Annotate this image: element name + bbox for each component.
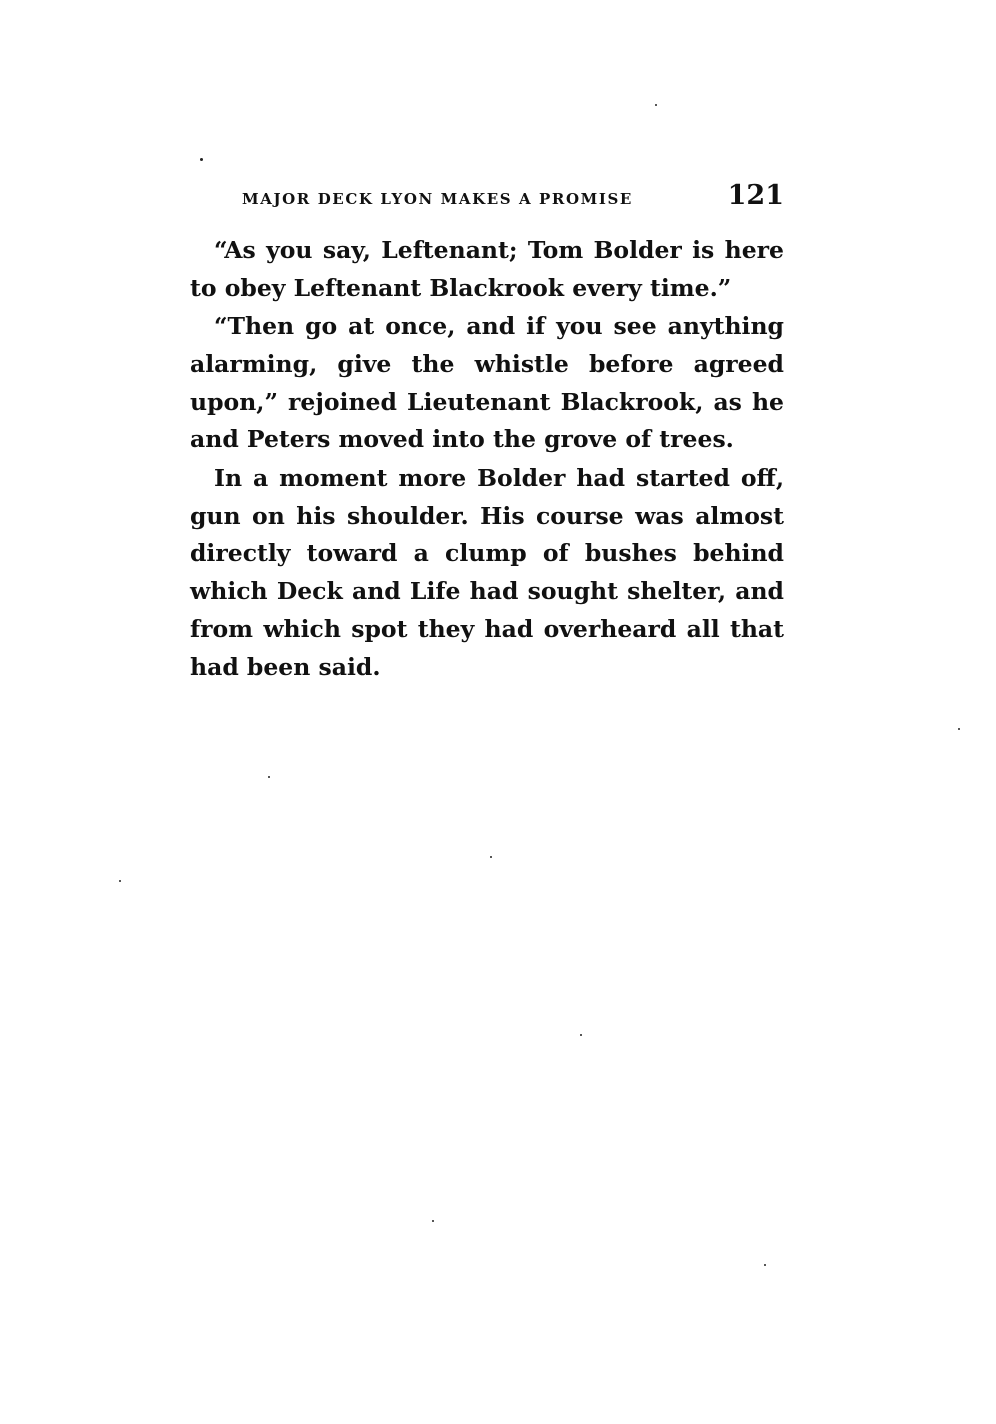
scan-speck (655, 104, 657, 106)
scan-speck (764, 1264, 766, 1266)
scan-speck (119, 880, 121, 882)
paragraph-3: In a moment more Bolder had started off, gun on his shoulder. His course was almost directly toward a clump of bushes behind which Deck and Life had sought shelter, and from which spot they had overheard all that had been said. (190, 463, 784, 681)
scan-speck (268, 776, 270, 778)
paragraph-1: “As you say, Leftenant; Tom Bolder is here to obey Leftenant Blackrook every time.” (190, 236, 784, 302)
scan-speck (490, 856, 492, 858)
scan-speck (200, 158, 203, 161)
scan-speck (580, 1034, 582, 1036)
running-head (242, 178, 784, 218)
page-number: 121 (727, 180, 784, 211)
body-text (190, 232, 784, 687)
paragraph-2: “Then go at once, and if you see anything alarming, give the whistle before agreed upon,” rejoined Lieutenant Blackrook, as he and Peters moved into the grove of trees. (190, 312, 784, 454)
scan-speck (958, 728, 960, 730)
running-head-title: MAJOR DECK LYON MAKES A PROMISE (242, 190, 633, 208)
scan-speck (432, 1220, 434, 1222)
